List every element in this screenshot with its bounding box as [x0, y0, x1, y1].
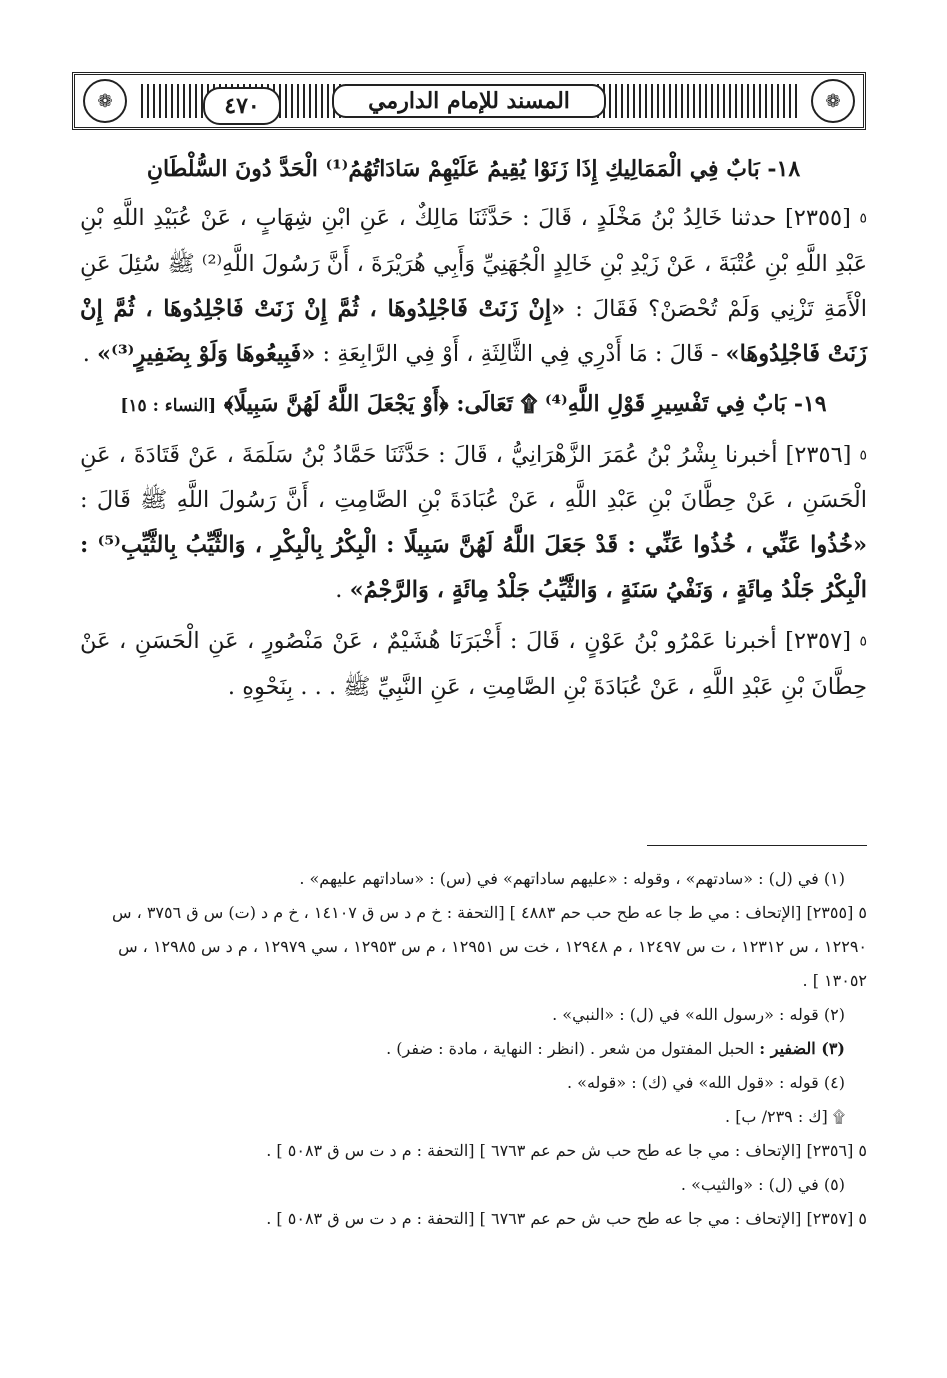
footnote-takhrij-2357: ٥ [٢٣٥٧] [الإتحاف : مي جا عه طح حب ش حم عم ٦٧٦٣ ] [التحفة : م د ت س ق ٥٠٨٣ ] .	[266, 1209, 867, 1228]
hadith-2356	[80, 433, 867, 614]
hadith-marker: ٥	[859, 447, 867, 463]
footnote-takhrij-2356: ٥ [٢٣٥٦] [الإتحاف : مي جا عه طح حب ش حم عم ٦٧٦٣ ] [التحفة : م د ت س ق ٥٠٨٣ ] .	[266, 1141, 867, 1160]
footnote-3	[80, 1032, 867, 1066]
hadith-text: «خُذُوا عَنِّي ، خُذُوا عَنِّي : قَدْ جَعَلَ اللَّهُ لَهُنَّ سَبِيلًا : الْبِكْرُ بِالْبِكْرِ ، وَالثَّيِّبُ بِالثَّيِّبِ⁽⁵⁾ : الْبِكْرُ جَلْدُ مِائَةٍ ، وَنَفْيُ سَنَةٍ ، وَالثَّيِّبُ جَلْدُ مِائَةٍ ، وَالرَّجْمُ»	[80, 532, 868, 603]
hadith-chain: أخبرنا بِشْرُ بْنُ عُمَرَ الزَّهْرَانِيُّ ، قَالَ : حَدَّثَنَا حَمَّادُ بْنُ سَلَمَةَ ، عَنْ قَتَادَةَ ، عَنِ الْحَسَنِ ، عَنْ حِطَّانَ بْنِ عَبْدِ اللَّهِ ، عَنْ عُبَادَةَ بْنِ الصَّامِتِ ، أَنَّ رَسُولَ اللَّهِ ﷺ قَالَ :	[80, 441, 867, 513]
footnote-5: (٥) في (ل) : «والثيب» .	[680, 1175, 845, 1194]
hadith-end: .	[335, 577, 343, 603]
hadith-number: [٢٣٥٦]	[785, 441, 852, 468]
hadith-text: «إِنْ زَنَتْ فَاجْلِدُوهَا ، ثُمَّ إِنْ زَنَتْ فَاجْلِدُوهَا ، ثُمَّ إِنْ زَنَتْ فَاجْلِدُوهَا»	[80, 295, 867, 367]
hadith-text-2: «فَبِيعُوهَا وَلَوْ بِضَفِيرٍ⁽³⁾»	[97, 340, 316, 367]
manuscript-folio-note: ۩ [ك : ٢٣٩/ ب] .	[725, 1107, 845, 1126]
left-ornament-icon: ❁	[83, 79, 127, 123]
book-title: المسند للإمام الدارمي	[332, 84, 606, 118]
hadith-chain: حدثنا خَالِدُ بْنُ مَخْلَدٍ ، قَالَ : حَدَّثَنَا مَالِكٌ ، عَنِ ابْنِ شِهَابٍ ، عَنْ عُبَيْدِ اللَّهِ بْنِ عَبْدِ اللَّهِ بْنِ عُتْبَةَ ، عَنْ زَيْدِ بْنِ خَالِدٍ الْجُهَنِيِّ وَأَبِي هُرَيْرَةَ ، أَنَّ رَسُولَ اللَّهِ⁽²⁾ ﷺ سُئِلَ عَنِ الْأَمَةِ تَزْنِي وَلَمْ تُحْصَنْ؟ فَقَالَ :	[80, 205, 867, 322]
footnote-2: (٢) قوله : «رسول الله» في (ل) : «النبي» .	[552, 1005, 845, 1024]
header-band	[141, 84, 797, 118]
hadith-number: [٢٣٥٧]	[785, 628, 851, 654]
footnote-3-term: (٣) الضفير :	[759, 1039, 845, 1058]
hadith-number: [٢٣٥٥]	[785, 205, 851, 231]
hadith-chain: أخبرنا عَمْرُو بْنُ عَوْنٍ ، قَالَ : أَخْبَرَنَا هُشَيْمٌ ، عَنْ مَنْصُورٍ ، عَنِ الْحَسَنِ ، عَنْ حِطَّانَ بْنِ عَبْدِ اللَّهِ ، عَنْ عُبَادَةَ بْنِ الصَّامِتِ ، عَنِ النَّبِيِّ ﷺ . . . بِنَحْوِهِ .	[80, 628, 867, 700]
footnote-1: (١) في (ل) : «سادتهم» ، وقوله : «عليهم ساداتهم» في (س) : «ساداتهم عليهم» .	[299, 869, 845, 888]
footnote-3-text: الحبل المفتول من شعر . (انظر : النهاية ، مادة : ضفر) .	[386, 1039, 755, 1058]
chapter-heading-18: ١٨- بَابٌ فِي الْمَمَالِيكِ إِذَا زَنَوْا يُقِيمُ عَلَيْهِمْ سَادَاتُهُمُ⁽¹⁾ الْحَدَّ دُونَ السُّلْطَانِ	[146, 156, 801, 182]
right-ornament-icon: ❁	[811, 79, 855, 123]
footnote-separator	[647, 845, 867, 846]
footnote-4: (٤) قوله : «قول الله» في (ك) : «قوله» .	[566, 1073, 845, 1092]
quran-reference: [النساء : ١٥]	[120, 395, 217, 416]
hadith-2357	[80, 619, 867, 710]
running-header	[72, 72, 866, 130]
hadith-2355	[80, 196, 867, 377]
chapter-heading-19	[80, 383, 867, 427]
chapter-heading-19-text: ١٩- بَابٌ فِي تَفْسِيرِ قَوْلِ اللَّهِ⁽⁴⁾ ۩ تَعَالَى: ﴿أَوْ يَجْعَلَ اللَّهُ لَهُنَّ سَبِيلًا﴾	[223, 390, 827, 417]
hadith-middle: - قَالَ : مَا أَدْرِي فِي الثَّالِثَةِ ، أَوْ فِي الرَّابِعَةِ :	[322, 340, 719, 367]
page-number: ٤٧٠	[203, 87, 281, 125]
hadith-marker: ٥	[859, 210, 868, 227]
footnote-takhrij-2355: ٥ [٢٣٥٥] [الإتحاف : مي ط جا عه طح حب حم ٤٨٨٣ ] [التحفة : خ م د س ق ١٤١٠٧ ، خ م د (ت) س ق ٣٧٥٦ ، س ١٢٢٩٠ ، س ١٢٣١٢ ، ت س ١٢٤٩٧ ، م ١٢٩٤٨ ، خت س ١٢٩٥١ ، م س ١٢٩٥٣ ، سي ١٢٩٧٩ ، م د س ١٢٩٨٥ ، س ١٣٠٥٢ ] .	[111, 903, 867, 990]
main-text	[80, 148, 867, 716]
hadith-end: .	[82, 340, 90, 367]
hadith-marker: ٥	[859, 633, 867, 650]
footnotes	[80, 862, 867, 1236]
